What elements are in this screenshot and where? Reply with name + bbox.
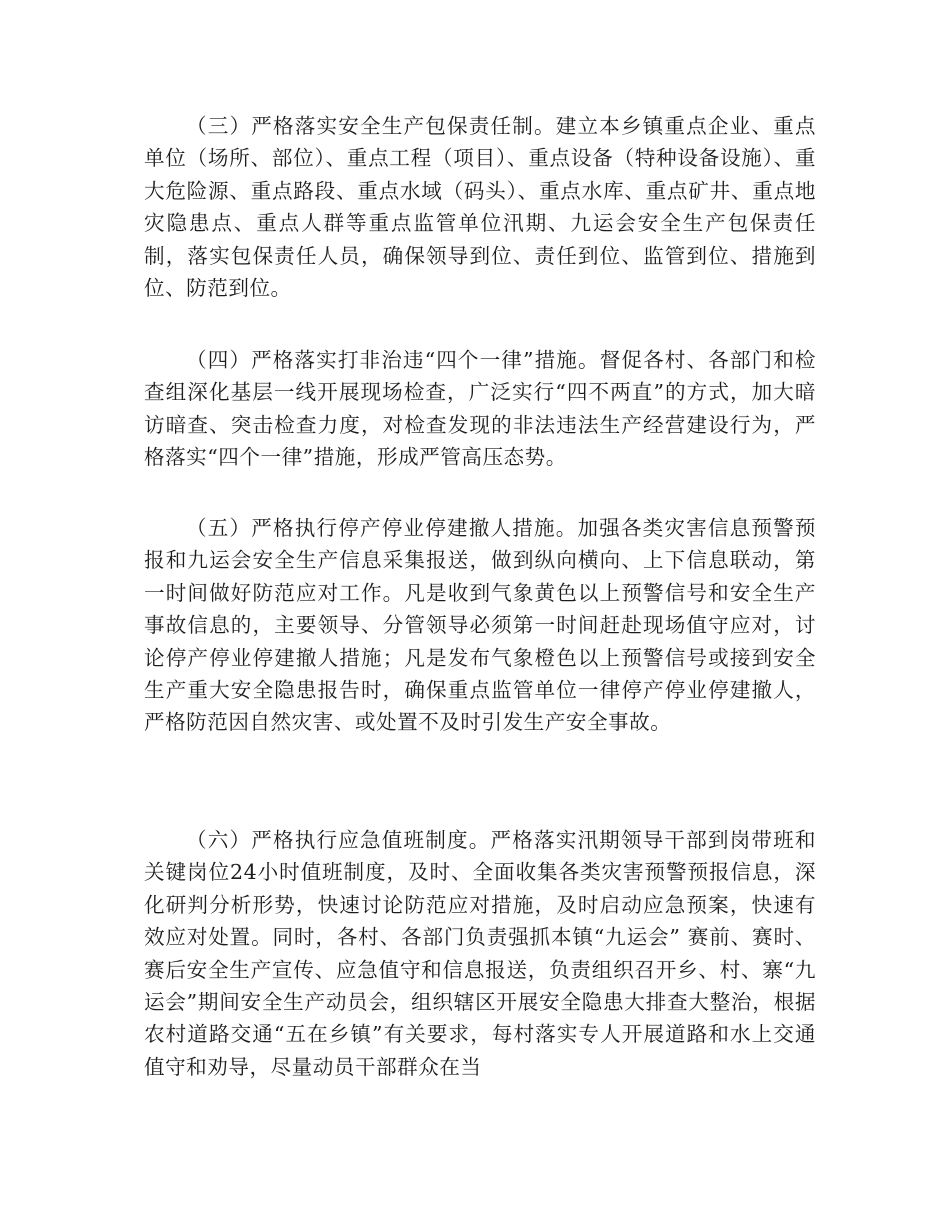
paragraph-item-4: （四）严格落实打非治违“四个一律”措施。督促各村、各部门和检查组深化基层一线开展现场检查，广泛实行“四不两直”的方式，加大暗访暗查、突击检查力度，对检查发现的非法违法生产经营建设行为，严格落实“四个一律”措施，形成严管高压态势。 (144, 348, 816, 470)
paragraph-item-5: （五）严格执行停产停业停建撤人措施。加强各类灾害信息预警预报和九运会安全生产信息采集报送，做到纵向横向、上下信息联动，第一时间做好防范应对工作。凡是收到气象黄色以上预警信号和安全生产事故信息的，主要领导、分管领导必须第一时间赶赴现场值守应对，讨论停产停业停建撤人措施；凡是发布气象橙色以上预警信号或接到安全生产重大安全隐患报告时，确保重点监管单位一律停产停业停建撤人，严格防范因自然灾害、或处置不及时引发生产安全事故。 (144, 516, 816, 735)
paragraph-item-3: （三）严格落实安全生产包保责任制。建立本乡镇重点企业、重点单位（场所、部位）、重点工程（项目）、重点设备（特种设备设施）、重大危险源、重点路段、重点水域（码头）、重点水库、重点矿井、重点地灾隐患点、重点人群等重点监管单位汛期、九运会安全生产包保责任制，落实包保责任人员，确保领导到位、责任到位、监管到位、措施到位、防范到位。 (144, 114, 816, 301)
paragraph-item-6: （六）严格执行应急值班制度。严格落实汛期领导干部到岗带班和关键岗位24小时值班制度，及时、全面收集各类灾害预警预报信息，深化研判分析形势，快速讨论防范应对措施，及时启动应急预案，快速有效应对处置。同时，各村、各部门负责强抓本镇“九运会” 赛前、赛时、赛后安全生产宣传、应急值守和信息报送，负责组织召开乡、村、寨“九运会”期间安全生产动员会，组织辖区开展安全隐患大排查大整治，根据农村道路交通“五在乡镇”有关要求，每村落实专人开展道路和水上交通值守和劝导，尽量动员干部群众在当 (144, 828, 816, 1079)
